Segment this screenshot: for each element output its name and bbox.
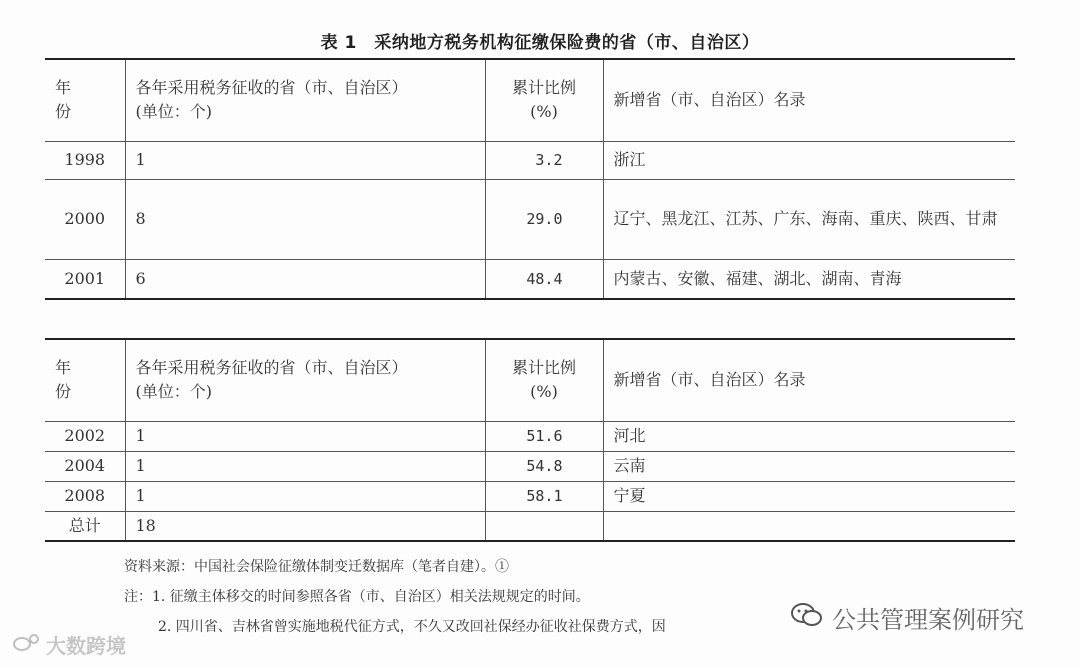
header-count-line2: (单位：个) xyxy=(135,382,212,402)
cell-year: 总计 xyxy=(45,511,125,541)
cell-count: 1 xyxy=(125,451,485,481)
table-part-1 xyxy=(45,58,1015,300)
cell-year: 2000 xyxy=(45,179,125,259)
table-row xyxy=(45,141,1015,179)
wechat-logo-icon xyxy=(790,601,824,635)
header-ratio-line2: (%) xyxy=(530,102,558,122)
table-row xyxy=(45,259,1015,299)
cell-names: 河北 xyxy=(603,421,1015,451)
cell-ratio: 48.4 xyxy=(485,259,603,299)
header-ratio-line2: (%) xyxy=(530,382,558,402)
note-1: 注：1. 征缴主体移交的时间参照各省（市、自治区）相关法规规定的时间。 xyxy=(124,589,590,605)
cell-names: 内蒙古、安徽、福建、湖北、湖南、青海 xyxy=(603,259,1015,299)
cell-year: 2004 xyxy=(45,451,125,481)
cell-ratio: 58.1 xyxy=(485,481,603,511)
cell-names: 宁夏 xyxy=(603,481,1015,511)
cell-year: 2008 xyxy=(45,481,125,511)
cell-names xyxy=(603,511,1015,541)
header-count-line2: (单位：个) xyxy=(135,102,212,122)
cell-ratio: 3.2 xyxy=(485,141,603,179)
watermark-right xyxy=(790,600,1024,635)
cell-year: 2001 xyxy=(45,259,125,299)
header-ratio xyxy=(485,339,603,421)
cell-names: 浙江 xyxy=(603,141,1015,179)
table-row xyxy=(45,421,1015,451)
watermark-left xyxy=(12,630,126,659)
header-ratio-line1: 累计比例 xyxy=(511,78,576,98)
cell-count: 6 xyxy=(125,259,485,299)
cell-count: 1 xyxy=(125,141,485,179)
table-header-row xyxy=(45,339,1015,421)
header-count-line1: 各年采用税务征收的省（市、自治区） xyxy=(135,358,408,378)
header-count xyxy=(125,339,485,421)
cell-ratio: 29.0 xyxy=(485,179,603,259)
table-part-2 xyxy=(45,338,1015,542)
cell-count: 1 xyxy=(125,421,485,451)
header-count-line1: 各年采用税务征收的省（市、自治区） xyxy=(135,78,408,98)
cell-ratio: 51.6 xyxy=(485,421,603,451)
header-count xyxy=(125,59,485,141)
header-names: 新增省（市、自治区）名录 xyxy=(603,59,1015,141)
cell-ratio: 54.8 xyxy=(485,451,603,481)
cell-year: 2002 xyxy=(45,421,125,451)
table-row xyxy=(45,179,1015,259)
note-2: 2. 四川省、吉林省曾实施地税代征方式，不久又改回社保经办征收社保费方式，因 xyxy=(158,619,666,635)
table-header-row xyxy=(45,59,1015,141)
header-ratio-line1: 累计比例 xyxy=(511,358,576,378)
watermark-right-text: 公共管理案例研究 xyxy=(832,606,1024,634)
header-names: 新增省（市、自治区）名录 xyxy=(603,339,1015,421)
cell-year: 1998 xyxy=(45,141,125,179)
table-row xyxy=(45,511,1015,541)
header-year: 年 份 xyxy=(45,339,125,421)
header-year: 年 份 xyxy=(45,59,125,141)
table-row xyxy=(45,451,1015,481)
cell-count: 8 xyxy=(125,179,485,259)
table-row xyxy=(45,481,1015,511)
source-note: 资料来源：中国社会保险征缴体制变迁数据库（笔者自建）。① xyxy=(124,559,509,575)
cell-names: 辽宁、黑龙江、江苏、广东、海南、重庆、陕西、甘肃 xyxy=(603,179,1015,259)
cell-names: 云南 xyxy=(603,451,1015,481)
weibo-logo-icon xyxy=(12,632,42,657)
header-ratio xyxy=(485,59,603,141)
table-title: 表 1 采纳地方税务机构征缴保险费的省（市、自治区） xyxy=(320,33,760,53)
cell-count: 18 xyxy=(125,511,485,541)
cell-count: 1 xyxy=(125,481,485,511)
watermark-left-text: 大数跨境 xyxy=(46,634,126,658)
cell-ratio xyxy=(485,511,603,541)
